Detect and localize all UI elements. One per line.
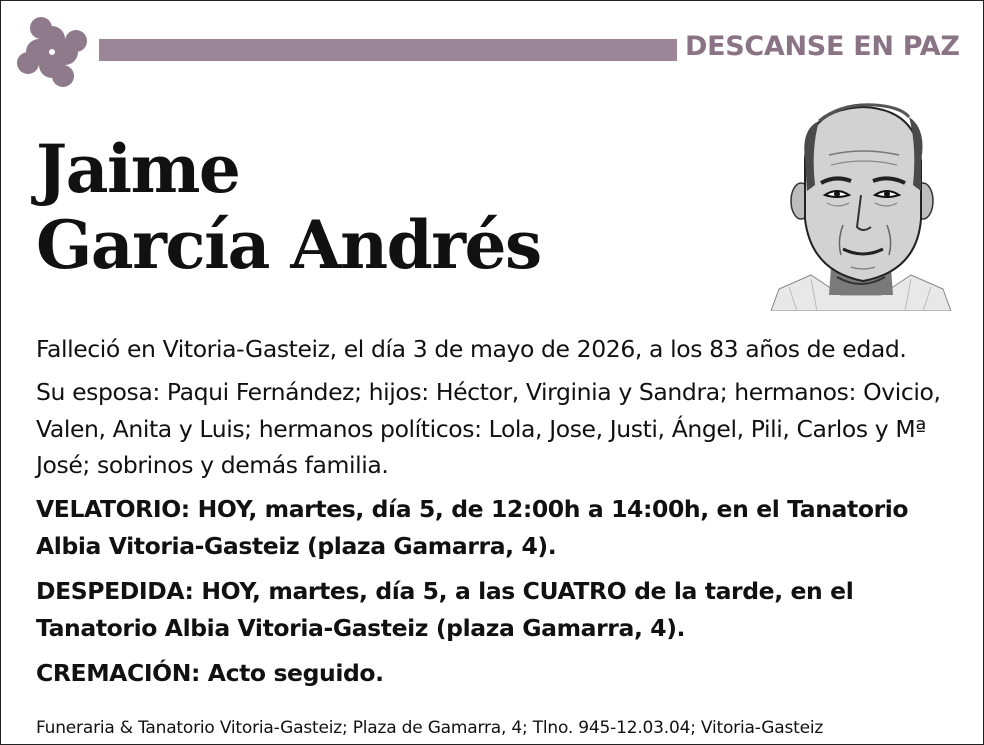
- family-list: Su esposa: Paqui Fernández; hijos: Héctor, Virginia y Sandra; hermanos: Ovicio, Valen, Anita y Luis; hermanos políticos: Lola, Jose, Justi, Ángel, Pili, Carlos y Mª José; sobrinos y demás familia.: [36, 378, 941, 479]
- funeral-home-footer: Funeraria & Tanatorio Vitoria-Gasteiz; Plaza de Gamarra, 4; Tlno. 945-12.03.04; Vitoria-Gasteiz: [36, 718, 824, 738]
- deceased-name: [36, 131, 541, 283]
- header-title: DESCANSE EN PAZ: [685, 31, 960, 62]
- wake-info: VELATORIO: HOY, martes, día 5, de 12:00h a 14:00h, en el Tanatorio Albia Vitoria-Gasteiz (plaza Gamarra, 4).: [36, 495, 909, 560]
- header-bar: [99, 39, 677, 61]
- cremation-info: CREMACIÓN: Acto seguido.: [36, 659, 384, 687]
- portrait-photo: [771, 99, 951, 311]
- surname: García Andrés: [36, 206, 541, 284]
- death-notice: Falleció en Vitoria-Gasteiz, el día 3 de mayo de 2026, a los 83 años de edad.: [36, 335, 907, 363]
- farewell-info: DESPEDIDA: HOY, martes, día 5, a las CUATRO de la tarde, en el Tanatorio Albia Vitoria-Gasteiz (plaza Gamarra, 4).: [36, 577, 854, 642]
- lauburu-icon: [15, 15, 89, 89]
- first-name: Jaime: [36, 130, 240, 208]
